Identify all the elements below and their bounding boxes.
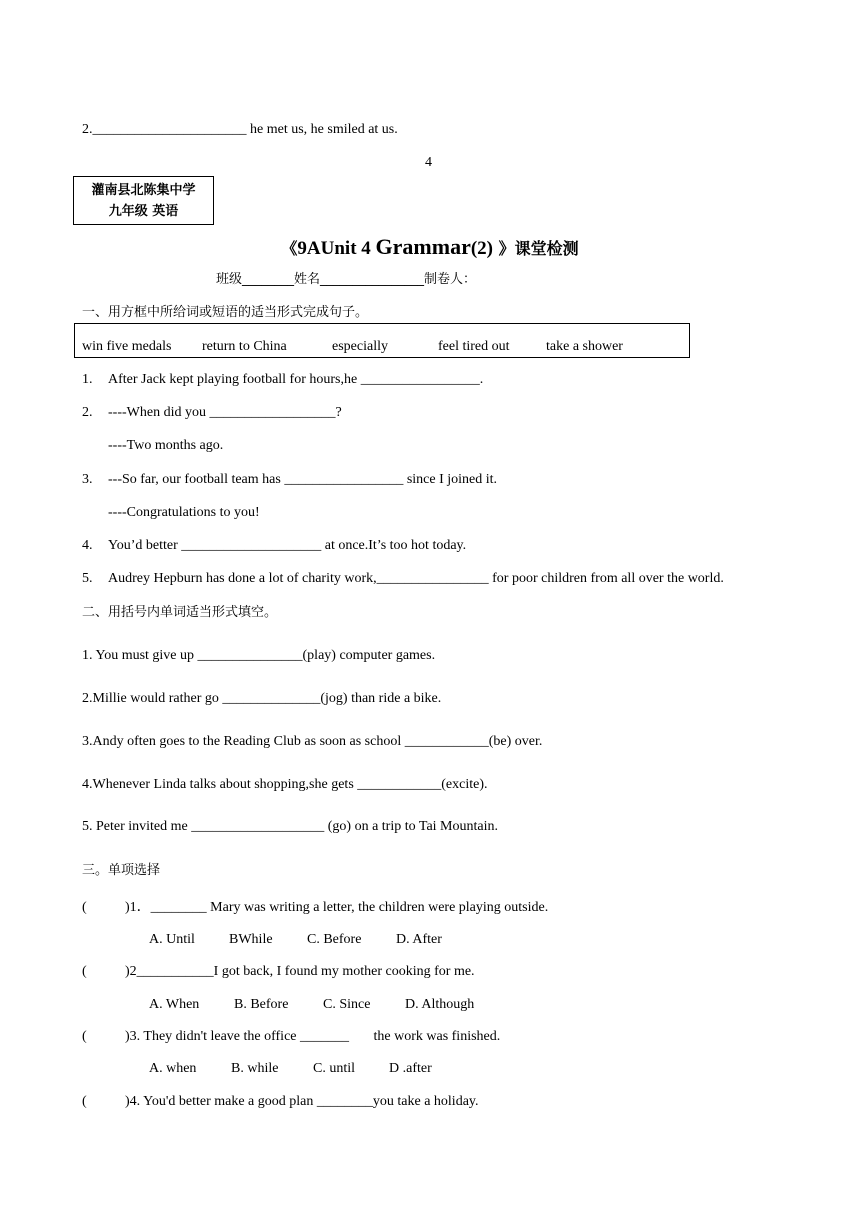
title-num: (2) <box>470 238 493 259</box>
option: C. Before <box>307 932 362 947</box>
option: D. Although <box>405 997 475 1012</box>
grade-subject: 九年级 英语 <box>108 204 179 219</box>
s1-item-num: 3. <box>82 472 93 487</box>
question-stem: )2___________I got back, I found my mother cooking for me. <box>125 964 475 979</box>
word-box <box>74 323 690 358</box>
option: D. After <box>396 932 442 947</box>
s1-item-text: ----When did you __________________? <box>108 405 342 420</box>
s1-item-text: ----Congratulations to you! <box>108 505 260 520</box>
question-stem: )1．________ Mary was writing a letter, the children were playing outside. <box>125 900 549 915</box>
option: D .after <box>389 1061 432 1076</box>
school-name: 灌南县北陈集中学 <box>91 183 196 198</box>
s1-item-text: Audrey Hepburn has done a lot of charity work,________________ for poor children from all over the world. <box>108 571 724 586</box>
answer-paren: ( <box>82 900 87 915</box>
word-option: return to China <box>202 339 287 354</box>
title-grammar: Grammar <box>375 234 471 259</box>
page-title <box>0 234 860 260</box>
title-code: 9AUnit 4 <box>297 238 376 259</box>
school-box <box>73 176 214 225</box>
s2-item: 3.Andy often goes to the Reading Club as soon as school ____________(be) over. <box>82 734 543 749</box>
s2-item: 1. You must give up _______________(play) computer games. <box>82 648 436 663</box>
s1-item-num: 5. <box>82 571 93 586</box>
option: C. Since <box>323 997 371 1012</box>
s2-item: 4.Whenever Linda talks about shopping,she gets ____________(excite). <box>82 777 488 792</box>
word-option: take a shower <box>546 339 623 354</box>
s1-item-num: 2. <box>82 405 93 420</box>
s1-item-text: ---So far, our football team has _________________ since I joined it. <box>108 472 498 487</box>
s1-item-num: 4. <box>82 538 93 553</box>
word-option: win five medals <box>82 339 172 354</box>
info-line: 班级________姓名________________制卷人： <box>216 272 477 287</box>
s2-item: 2.Millie would rather go ______________(jog) than ride a bike. <box>82 691 442 706</box>
option: A. when <box>149 1061 197 1076</box>
section3-heading: 三。单项选择 <box>82 863 161 878</box>
title-open-bracket: 《 <box>281 239 298 258</box>
question-stem: )4. You'd better make a good plan ________you take a holiday. <box>125 1094 479 1109</box>
option: BWhile <box>229 932 273 947</box>
option: C. until <box>313 1061 356 1076</box>
answer-paren: ( <box>82 1094 87 1109</box>
option: B. while <box>231 1061 279 1076</box>
s1-item-text: You’d better ____________________ at once.It’s too hot today. <box>108 538 467 553</box>
s1-item-text: ----Two months ago. <box>108 438 224 453</box>
word-option: especially <box>332 339 388 354</box>
word-option: feel tired out <box>438 339 510 354</box>
option: A. Until <box>149 932 195 947</box>
answer-paren: ( <box>82 964 87 979</box>
option: B. Before <box>234 997 289 1012</box>
s1-item-text: After Jack kept playing football for hours,he _________________. <box>108 372 484 387</box>
s2-item: 5. Peter invited me ___________________ (go) on a trip to Tai Mountain. <box>82 819 498 834</box>
s1-item-num: 1. <box>82 372 93 387</box>
answer-paren: ( <box>82 1029 87 1044</box>
sentence-2-top: 2.______________________ he met us, he smiled at us. <box>82 122 398 137</box>
title-close: 》课堂检测 <box>493 239 579 258</box>
section1-heading: 一、用方框中所给词或短语的适当形式完成句子。 <box>82 305 369 320</box>
page-number: 4 <box>425 155 432 170</box>
section2-heading: 二、用括号内单词适当形式填空。 <box>82 605 278 620</box>
option: A. When <box>149 997 200 1012</box>
question-stem: )3. They didn't leave the office _______ the work was finished. <box>125 1029 501 1044</box>
